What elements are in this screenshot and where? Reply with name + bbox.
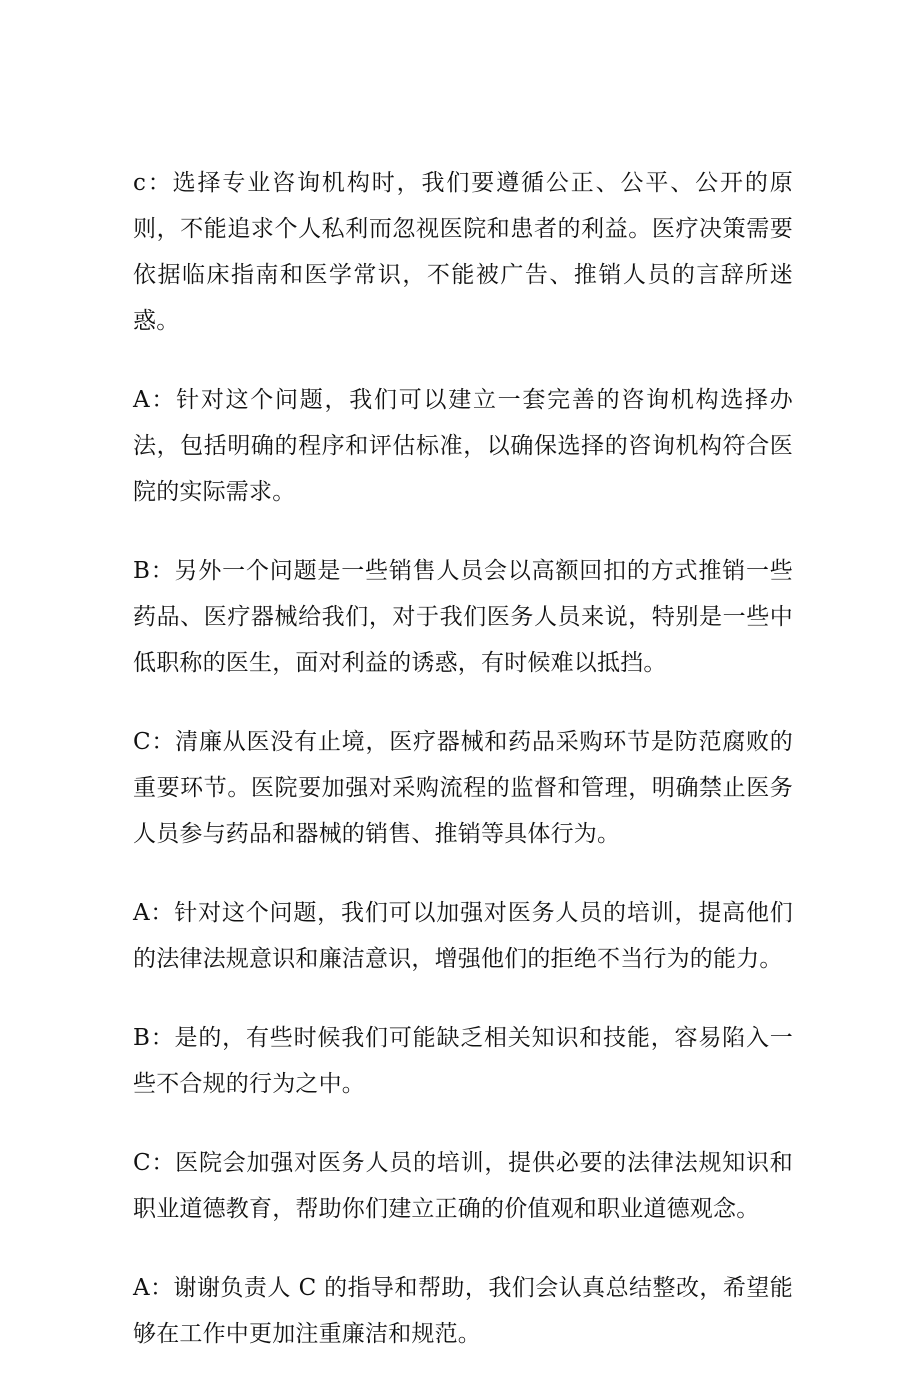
- paragraph-a-selection-method: A：针对这个问题，我们可以建立一套完善的咨询机构选择办法，包括明确的程序和评估标准，以确保选择的咨询机构符合医院的实际需求。: [133, 387, 793, 505]
- paragraph-c-procurement-supervision: C：清廉从医没有止境，医疗器械和药品采购环节是防范腐败的重要环节。医院要加强对采购流程的监督和管理，明确禁止医务人员参与药品和器械的销售、推销等具体行为。: [133, 729, 793, 847]
- document-body: [133, 160, 793, 1390]
- paragraph-c-consulting-principles: c：选择专业咨询机构时，我们要遵循公正、公平、公开的原则，不能追求个人私利而忽视医院和患者的利益。医疗决策需要依据临床指南和医学常识，不能被广告、推销人员的言辞所迷惑。: [133, 170, 793, 334]
- paragraph-b-sales-kickbacks: B：另外一个问题是一些销售人员会以高额回扣的方式推销一些药品、医疗器械给我们，对于我们医务人员来说，特别是一些中低职称的医生，面对利益的诱惑，有时候难以抵挡。: [133, 558, 793, 676]
- paragraph-c-ethics-education: C：医院会加强对医务人员的培训，提供必要的法律法规知识和职业道德教育，帮助你们建立正确的价值观和职业道德观念。: [133, 1150, 793, 1222]
- paragraph-b-knowledge-gap: B：是的，有些时候我们可能缺乏相关知识和技能，容易陷入一些不合规的行为之中。: [133, 1025, 793, 1097]
- paragraph-a-thanks: A：谢谢负责人 C 的指导和帮助，我们会认真总结整改，希望能够在工作中更加注重廉洁和规范。: [133, 1275, 793, 1347]
- paragraph-a-staff-training: A：针对这个问题，我们可以加强对医务人员的培训，提高他们的法律法规意识和廉洁意识，增强他们的拒绝不当行为的能力。: [133, 900, 793, 972]
